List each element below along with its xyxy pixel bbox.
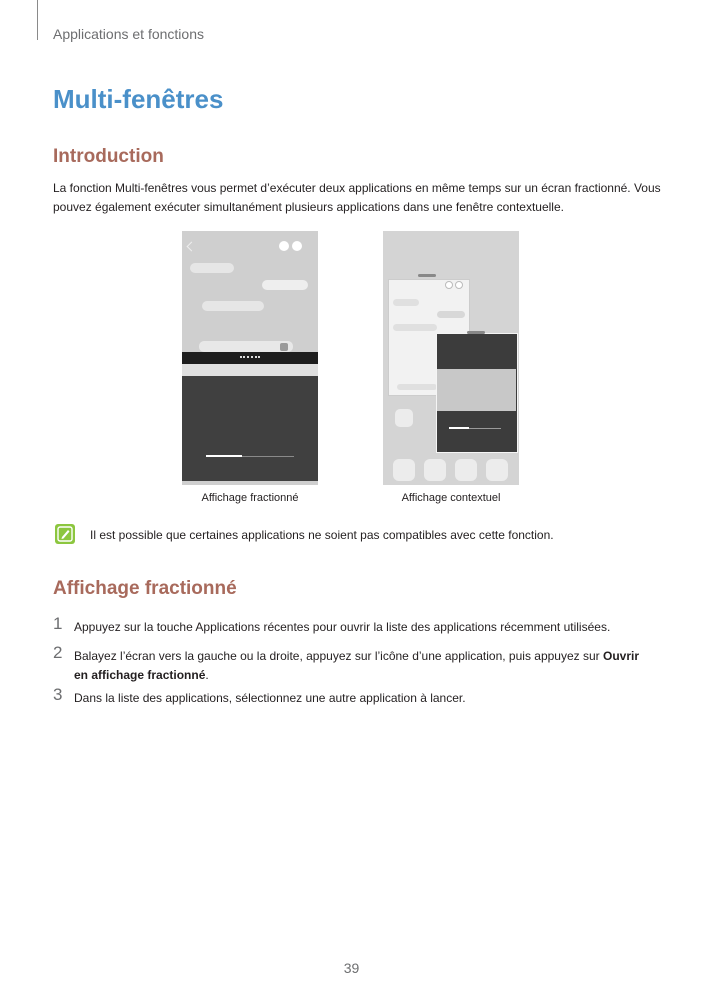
step-3 — [53, 685, 653, 708]
split-view-caption: Affichage fractionné — [201, 492, 299, 504]
step-number: 3 — [53, 685, 63, 704]
popup-view-illustration — [383, 231, 519, 485]
note-text: Il est possible que certaines applications ne soient pas compatibles avec cette fonction. — [90, 528, 554, 542]
step-text: Dans la liste des applications, sélectionnez une autre application à lancer. — [74, 691, 466, 705]
step-text: Appuyez sur la touche Applications récentes pour ouvrir la liste des applications récemment utilisées. — [74, 620, 611, 634]
page-title: Multi-fenêtres — [53, 84, 224, 114]
step-text-part: Balayez l’écran vers la gauche ou la droite, appuyez sur l’icône d’une application, puis appuyez sur — [74, 649, 603, 663]
split-view-illustration — [182, 231, 318, 485]
step-text-part: . — [205, 668, 209, 682]
split-view-heading: Affichage fractionné — [53, 578, 237, 599]
step-number: 2 — [53, 643, 63, 662]
note-pencil-icon — [55, 524, 75, 544]
introduction-heading: Introduction — [53, 146, 164, 167]
step-1 — [53, 614, 653, 637]
step-number: 1 — [53, 614, 63, 633]
introduction-text: La fonction Multi-fenêtres vous permet d’exécuter deux applications en même temps sur un écran fractionné. Vous pouvez également exécuter simultanément plusieurs applications dans une fenêtre contextuelle. — [53, 181, 661, 214]
step-bold-text: Ouvrir en affichage fractionné — [74, 649, 639, 682]
section-header: Applications et fonctions — [53, 26, 204, 42]
step-2 — [53, 643, 653, 685]
step-text — [74, 647, 653, 685]
margin-rule — [37, 0, 38, 40]
popup-view-caption: Affichage contextuel — [401, 492, 501, 504]
page-number: 39 — [343, 960, 360, 976]
